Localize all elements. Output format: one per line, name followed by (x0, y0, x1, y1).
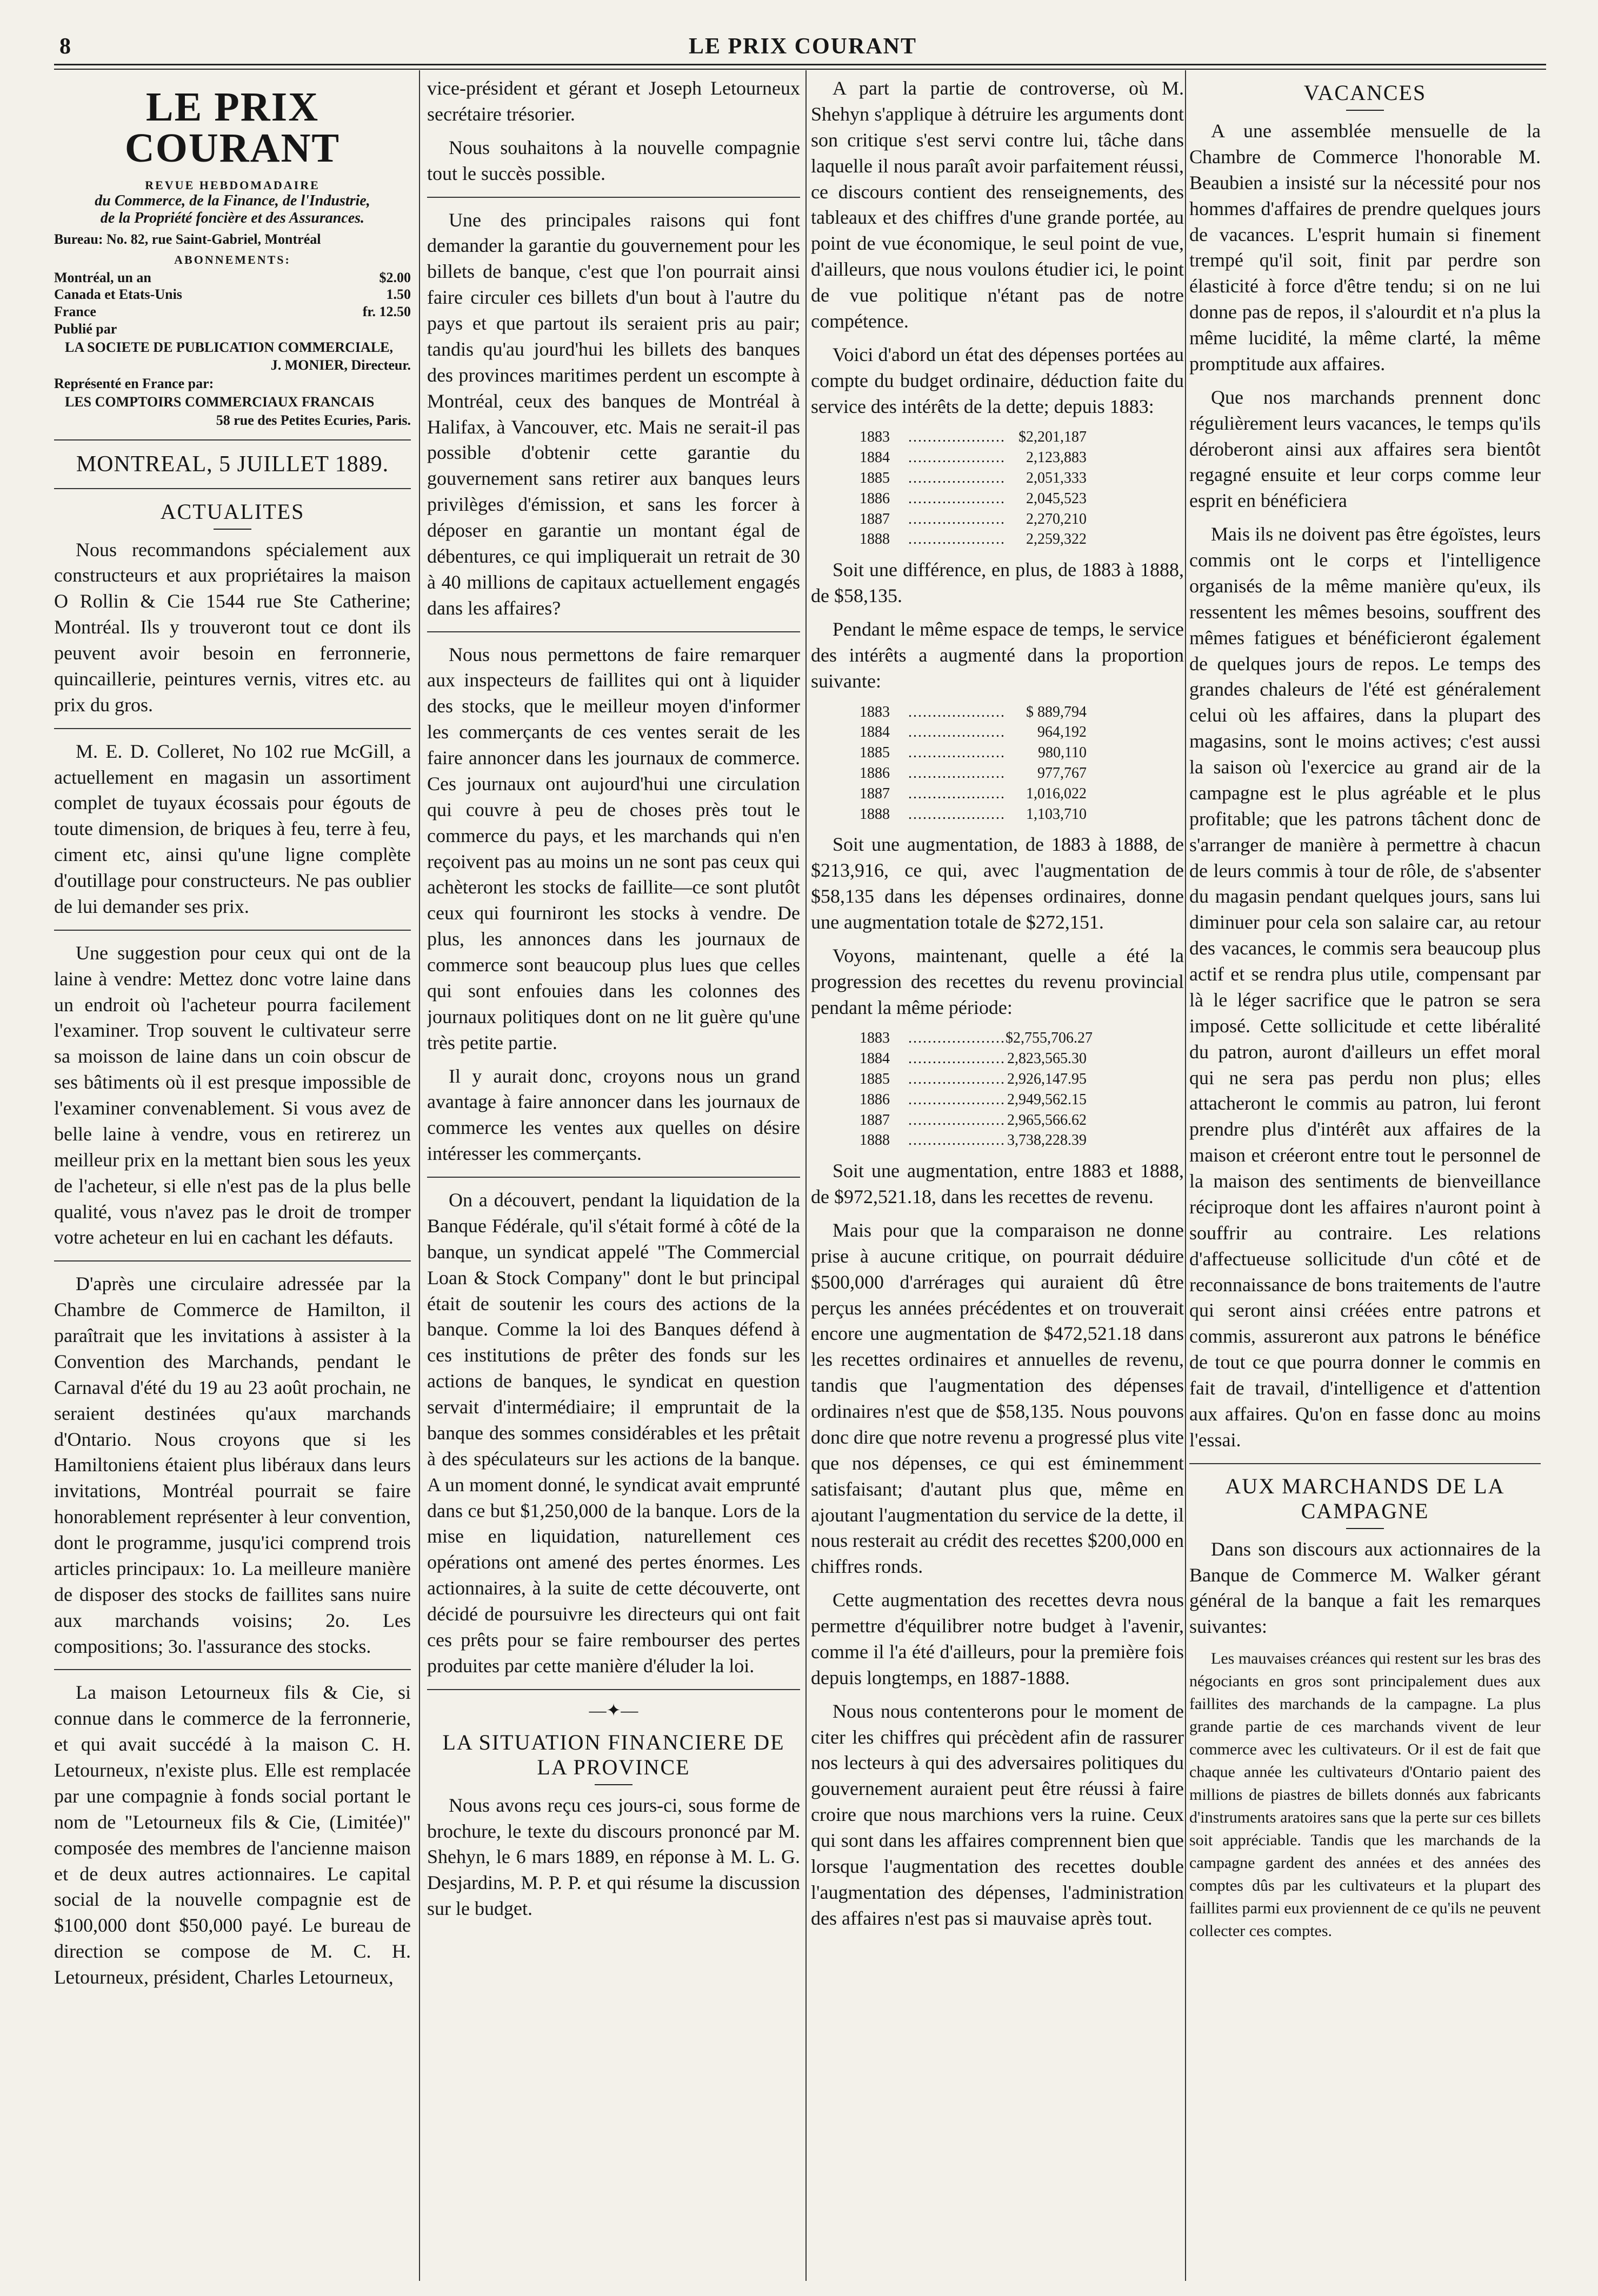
column-1 (54, 76, 411, 2281)
ornament: —✦— (589, 1700, 638, 1720)
article-paragraph: Mais pour que la comparaison ne donne prise à aucune critique, on pourrait déduire $500,000 d'arrérages qui auraient dû être perçus les années précédentes et on trouverait encore une augmentation de $472,521.18 dans les recettes ordinaires et annuelles de revenu, tandis que l'augmentation des dépenses ordinaires n'est que de $58,135. Nous pouvons donc dire que notre revenu a progressé plus vite que nos dépenses, ce qui est éminemment satisfaisant; d'autant plus que, même en ajoutant l'augmentation du service de la dette, il nous resterait au crédit des recettes $200,000 en chiffres ronds. (811, 1219, 1184, 1578)
page-number: 8 (59, 34, 71, 59)
subscriptions-title: ABONNEMENTS: (174, 253, 291, 267)
issue-date: MONTREAL, 5 JUILLET 1889. (76, 451, 389, 477)
table-row: 1886 ..... 2,949,562.15 (860, 1090, 1087, 1110)
section-heading: VACANCES (1303, 81, 1427, 105)
table-row: 1885 ..... 980,110 (860, 743, 1087, 763)
interest-table (860, 702, 1184, 825)
table-row: 1885 ..... 2,051,333 (860, 468, 1087, 489)
article-paragraph: Nous recommandons spécialement aux constructeurs et aux propriétaires la maison O Rollin & Cie 1544 rue Ste Catherine; Montréal. Ils y trouveront tout ce dont ils peuvent avoir besoin en ferronnerie, quincaillerie, peintures vernis, vitres etc. au prix du gros. (54, 538, 411, 716)
article-paragraph: Nous avons reçu ces jours-ci, sous forme de brochure, le texte du discours prononcé par M. Shehyn, le 6 mars 1889, en réponse à M. L. G. Desjardins, M. P. P. et qui résume la discussion sur le budget. (427, 1794, 800, 1920)
article-paragraph: Voici d'abord un état des dépenses portées au compte du budget ordinaire, déduction faite du service des intérêts de la dette; depuis 1883: (811, 343, 1184, 417)
article-paragraph: A une assemblée mensuelle de la Chambre de Commerce l'honorable M. Beaubien a insisté sur la nécessité pour nos hommes d'affaires de prendre quelques jours de vacances. L'esprit humain si finement trempé qu'il soit, finit par perdre son élasticité à force d'être tendu; si on ne lui donne pas de repos, il s'alourdit et n'a plus la même lucidité, la même clarté, la même promptitude aux affaires. (1189, 120, 1541, 375)
table-row: 1885 ..... 2,926,147.95 (860, 1069, 1087, 1090)
table-row: 1888 ..... 2,259,322 (860, 529, 1087, 550)
table-row: 1884 ..... 964,192 (860, 722, 1087, 743)
header-rule (54, 64, 1546, 70)
masthead-tagline: du Commerce, de la Finance, de l'Industrie, (95, 192, 370, 209)
article-paragraph: vice-président et gérant et Joseph Letourneux secrétaire trésorier. (427, 77, 800, 125)
bureau-address: Bureau: No. 82, rue Saint-Gabriel, Montréal (54, 231, 321, 248)
table-row: 1884 ..... 2,123,883 (860, 448, 1087, 468)
divider (1189, 1463, 1541, 1464)
article-paragraph: Pendant le même espace de temps, le service des intérêts a augmenté dans la proportion suivante: (811, 618, 1184, 692)
article-paragraph: Une des principales raisons qui font demander la garantie du gouvernement pour les billets de banque, c'est que l'on pourrait ainsi faire circuler ces billets d'un bout à l'autre du pays et que partout ils seraient pris au pair; tandis qu'au jourd'hui les billets des banques des provinces maritimes perdent un escompte à Montréal, ceux des banques de Montréal à Halifax, à Vancouver, etc. Mais ne serait-il pas possible d'obtenir cette garantie du gouvernement sans retirer aux banques leurs privilèges d'émission, et sans les forcer à déposer en garantie un montant égal de débentures, ce qui impliquerait un retrait de 30 à 40 millions de capitaux actuellement engagés dans les affaires? (427, 209, 800, 619)
divider (1346, 110, 1384, 111)
subscription-line: France fr. 12.50 (54, 303, 411, 319)
article-paragraph: Soit une augmentation, entre 1883 et 1888, de $972,521.18, dans les recettes de revenu. (811, 1160, 1184, 1208)
subscription-line: Canada et Etats-Unis 1.50 (54, 286, 411, 303)
running-title: LE PRIX COURANT (688, 34, 917, 59)
divider (54, 728, 411, 729)
table-row: 1887 ..... 1,016,022 (860, 784, 1087, 804)
masthead-tagline: de la Propriété foncière et des Assurances. (100, 210, 365, 227)
expenses-table (860, 427, 1184, 550)
quoted-paragraph: Les mauvaises créances qui restent sur les bras des négociants en gros sont principalement dues aux faillites des marchands de la campagne. La plus grande partie de ces marchands vivent de leur commerce avec les cultivateurs. Or il est de fait que chaque année les cultivateurs d'Ontario paient des millions de piastres de billets donnés aux fabricants d'instruments aratoires sans que la perte sur ces billets soit appréciable. Tandis que les marchands de la campagne gardent des années et des années des comptes dûs par les cultivateurs et la plupart des faillites parmi eux proviennent de ce qu'ils ne peuvent collecter ces comptes. (1189, 1650, 1541, 1940)
article-paragraph: Soit une différence, en plus, de 1883 à 1888, de $58,135. (811, 559, 1184, 607)
article-paragraph: Nous nous contenterons pour le moment de citer les chiffres qui précèdent afin de rassurer nos lecteurs à qui des adversaires politiques du gouvernement auraient peut être réussi à faire croire que nous marchions vers la ruine. Ceux qui sont dans les affaires comprennent bien que lorsque l'augmentation des recettes double l'augmentation des dépenses, l'administration des affaires n'est pas si mauvaise après tout. (811, 1700, 1184, 1929)
article-paragraph: M. E. D. Colleret, No 102 rue McGill, a actuellement en magasin un assortiment complet de tuyaux écossais pour égouts de toute dimension, de briques à feu, terre à feu, ciment etc, ainsi qu'une ligne complète d'outillage pour constructeurs. Ne pas oublier de lui demander ses prix. (54, 740, 411, 917)
masthead-title: LE PRIX COURANT (124, 84, 341, 171)
article-paragraph: Voyons, maintenant, quelle a été la progression des recettes du revenu provincial pendant la même période: (811, 944, 1184, 1018)
publisher: LA SOCIETE DE PUBLICATION COMMERCIALE, (65, 339, 394, 355)
section-heading: ACTUALITES (160, 499, 305, 524)
column-rule (419, 70, 420, 2281)
table-row: 1883 ..... $2,201,187 (860, 427, 1087, 448)
table-row: 1886 ..... 977,767 (860, 763, 1087, 784)
represented-by: Représenté en France par: (54, 376, 214, 392)
divider (214, 529, 251, 530)
table-row: 1887 ..... 2,965,566.62 (860, 1110, 1087, 1131)
french-address: 58 rue des Petites Ecuries, Paris. (216, 412, 411, 428)
article-paragraph: Une suggestion pour ceux qui ont de la laine à vendre: Mettez donc votre laine dans un endroit où l'acheteur pourra facilement l'examiner. Trop souvent le cultivateur serre sa moisson de laine dans un coin obscur de ses bâtiments où il est presque impossible de l'examiner convenablement. Si vous avez de belle laine à vendre, vous en retirerez un meilleur prix en la mettant bien sous les yeux de l'acheteur, si elle n'est pas de la plus belle qualité, vous n'avez pas le droit de tromper votre acheteur en lui en cachant les défauts. (54, 942, 411, 1249)
divider (54, 930, 411, 931)
page-header (59, 34, 1546, 59)
table-row: 1888 ..... 1,103,710 (860, 804, 1087, 825)
article-paragraph: Mais ils ne doivent pas être égoïstes, leurs commis ont le corps et l'intelligence organisés de la même manière qu'eux, ils ressentent les mêmes besoins, souffrent des mêmes fatigues et bénéficieront également de quelques jours de repos. Le temps des grandes chaleurs de l'été est généralement celui où les affaires, dans la plupart des magasins, sont le moins actives; c'est aussi la saison où l'exercice au grand air de la campagne est le plus agréable et le plus profitable; que les patrons tâchent donc de s'arranger de manière à permettre à chacun de leurs commis à tour de rôle, de s'absenter du magasin pendant quelques jours, sans lui diminuer pour cela son salaire car, au retour des vacances, le commis sera beaucoup plus actif et se rendra plus utile, compensant par là le léger sacrifice que le patron se sera imposé. Cette sollicitude et cette libéralité du patron, auront d'ailleurs un effet moral qui ne sera pas perdu non plus; elles attacheront le commis au patron, lui feront prendre plus d'intérêt aux affaires de la maison et créeront entre tout le personnel de la maison des sentiments de bienveillance réciproque dont les affaires n'auront point à souffrir au contraire. Les relations d'affectueuse sollicitude d'un côté et de reconnaissance de bons traitements de l'autre qui seront ainsi créées entre patrons et commis, assureront aux patrons le bénéfice de tout ce que pourra donner le commis en fait de travail, d'intelligence et d'attention aux affaires. Qu'on en fasse donc au moins l'essai. (1189, 523, 1541, 1451)
divider (54, 1260, 411, 1262)
masthead-subtitle: REVUE HEBDOMADAIRE (145, 178, 320, 192)
divider (1346, 1528, 1384, 1529)
published-by: Publié par (54, 321, 117, 337)
divider (595, 1784, 632, 1785)
director: J. MONIER, Directeur. (270, 357, 411, 373)
article-paragraph: Nous nous permettons de faire remarquer aux inspecteurs de faillites qui ont à liquider des stocks, que le meilleur moyen d'informer les commerçants de ces ventes serait de les faire annoncer dans les journaux de commerce. Ces journaux ont aujourd'hui une circulation qui couvre à peu de choses près tout le commerce du pays, et les marchands qui n'en reçoivent pas au moins un ne sont pas ceux qui achèteront les stocks de faillite—ce sont plutôt ceux qui fourniront les stocks à vendre. De plus, les annonces dans les journaux de commerce sont beaucoup plus lues que celles qui sont enfouies dans les colonnes des journaux politiques dont on ne lit guère qu'une très petite partie. (427, 643, 800, 1053)
section-heading: LA SITUATION FINANCIERE DE LA PROVINCE (442, 1730, 785, 1779)
article-paragraph: Nous souhaitons à la nouvelle compagnie tout le succès possible. (427, 136, 800, 184)
divider (427, 1177, 800, 1178)
table-row: 1888 ..... 3,738,228.39 (860, 1130, 1087, 1151)
divider (427, 631, 800, 632)
column-rule (1185, 70, 1186, 2281)
table-row: 1887 ..... 2,270,210 (860, 509, 1087, 530)
section-heading: AUX MARCHANDS DE LA CAMPAGNE (1225, 1473, 1505, 1523)
subscription-line: Montréal, un an $2.00 (54, 270, 411, 286)
article-paragraph: On a découvert, pendant la liquidation de la Banque Fédérale, qu'il s'était formé à côté de la banque, un syndicat appelé "The Commercial Loan & Stock Company" dont le but principal était de soutenir les cours des actions de la banque. Comme la loi des Banques défend à ces institutions de prêter des fonds sur les actions de banques, le syndicat en question servait d'intermédiaire; il empruntait de la banque des sommes considérables et les prêtait à des spéculateurs sur les actions de la banque. A un moment donné, le syndicat avait emprunté dans ce but $1,250,000 de la banque. Lors de la mise en liquidation, naturellement ces opérations ont amené des pertes énormes. Les actionnaires, à la suite de cette découverte, ont décidé de poursuivre les directeurs qui ont fait ces prêts pour se faire rembourser des pertes produites par cette manière d'éluder la loi. (427, 1189, 800, 1677)
article-paragraph: D'après une circulaire adressée par la Chambre de Commerce de Hamilton, il paraîtrait que les invitations à assister à la Convention des Marchands, pendant le Carnaval d'été du 19 au 23 août prochain, ne seraient destinées qu'aux marchands d'Ontario. Nous croyons que si les Hamiltoniens étaient plus libéraux dans leurs invitations, Montréal pourrait se faire honorablement représenter à leur convention, dont le programme, jusqu'ici comprend trois articles principaux: 1o. La meilleure manière de disposer des stocks de faillites sans nuire aux marchands voisins; 2o. Les compositions; 3o. l'assurance des stocks. (54, 1273, 411, 1657)
french-representative: LES COMPTOIRS COMMERCIAUX FRANCAIS (65, 393, 375, 410)
divider (427, 1689, 800, 1690)
column-4 (1189, 76, 1541, 2281)
revenue-table (860, 1028, 1184, 1151)
article-paragraph: A part la partie de controverse, où M. Shehyn s'applique à détruire les arguments dont son critique s'est servi contre lui, tâche dans laquelle il nous paraît avoir parfaitement réussi, ce discours contient des renseignements, des tableaux et des chiffres d'une grande portée, au point de vue économique, le seul point de vue, d'ailleurs, que nous voulons étudier ici, le point de vue politique n'étant pas de notre compétence. (811, 77, 1184, 332)
divider (54, 488, 411, 489)
article-paragraph: Cette augmentation des recettes devra nous permettre d'équilibrer notre budget à l'avenir, comme il l'a été d'ailleurs, pour la première fois depuis longtemps, en 1887-1888. (811, 1589, 1184, 1688)
divider (427, 197, 800, 198)
table-row: 1883 ..... $ 889,794 (860, 702, 1087, 723)
article-paragraph: La maison Letourneux fils & Cie, si connue dans le commerce de la ferronnerie, et qui avait succédé à la maison C. H. Letourneux, n'existe plus. Elle est remplacée par une compagnie à fonds social portant le nom de "Letourneux fils & Cie, (Limitée)" composée des membres de l'ancienne maison et de deux autres actionnaires. Le capital social de la nouvelle compagnie est de $100,000 dont $50,000 payé. Le bureau de direction se compose de M. C. H. Letourneux, président, Charles Letourneux, (54, 1681, 411, 1988)
table-row: 1883 ..... $2,755,706.27 (860, 1028, 1087, 1049)
column-rule (805, 70, 807, 2281)
article-paragraph: Il y aurait donc, croyons nous un grand avantage à faire annoncer dans les journaux de commerce les ventes aux quelles on désire intéresser les commerçants. (427, 1065, 800, 1165)
column-3 (811, 76, 1184, 2281)
column-2 (427, 76, 800, 2281)
divider (54, 439, 411, 440)
table-row: 1886 ..... 2,045,523 (860, 489, 1087, 509)
article-paragraph: Que nos marchands prennent donc régulièrement leurs vacances, le temps qu'ils déroberont ainsi aux affaires sera bientôt regagné ensuite et leur corps comme leur esprit en bénéficiera (1189, 386, 1541, 512)
table-row: 1884 ..... 2,823,565.30 (860, 1049, 1087, 1069)
article-paragraph: Soit une augmentation, de 1883 à 1888, de $213,916, ce qui, avec l'augmentation de $58,135 dans les dépenses ordinaires, donne une augmentation totale de $272,151. (811, 833, 1184, 933)
divider (54, 1669, 411, 1670)
article-paragraph: Dans son discours aux actionnaires de la Banque de Commerce M. Walker gérant général de la banque a fait les remarques suivantes: (1189, 1538, 1541, 1638)
